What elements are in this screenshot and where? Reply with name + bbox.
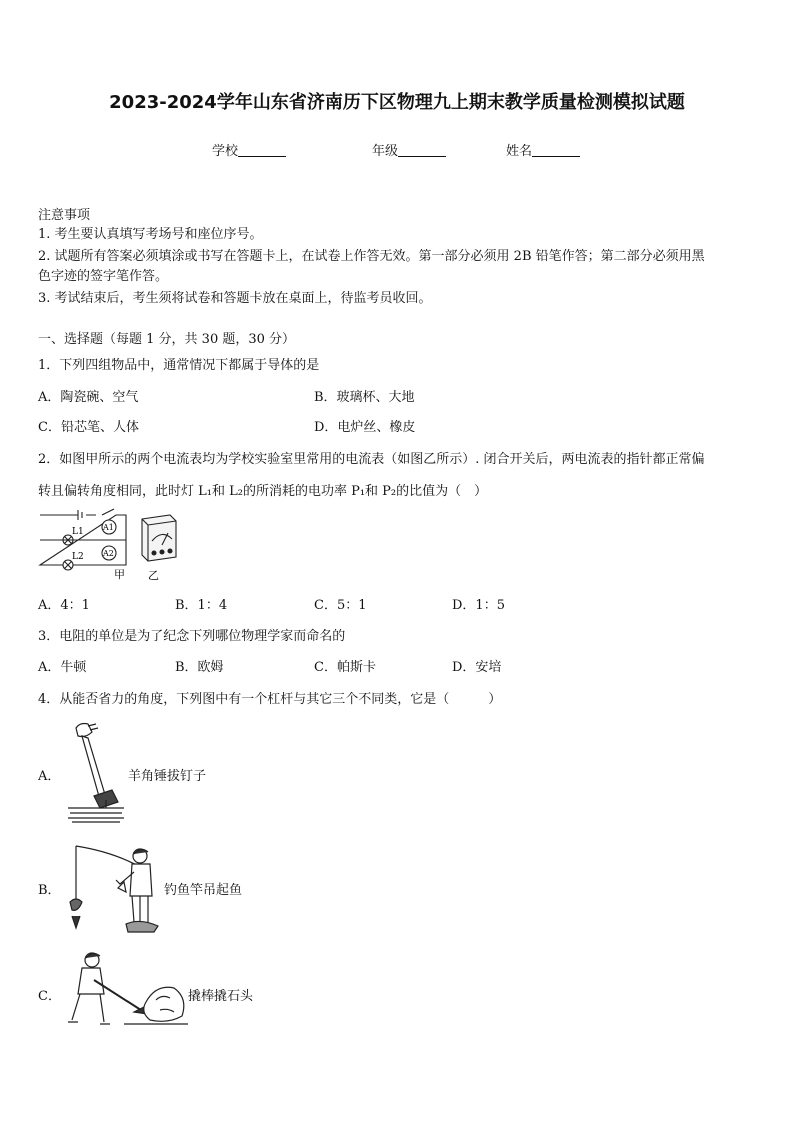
q1-option-b: B．玻璃杯、大地 xyxy=(314,390,415,405)
notice-item: 2. 试题所有答案必须填涂或书写在答题卡上，在试卷上作答无效。第一部分必须用 2B 铅笔作答；第二部分必须用黑 xyxy=(38,249,705,264)
q4-option-c-caption: 撬棒撬石头 xyxy=(188,989,254,1004)
q1-option-c: C．铅芯笔、人体 xyxy=(38,420,139,435)
circuit-diagram xyxy=(36,507,136,583)
name-label: 姓名 xyxy=(506,144,533,159)
figure-jia-label: 甲 xyxy=(114,568,125,581)
question-2-stem: 2．如图甲所示的两个电流表均为学校实验室里常用的电流表（如图乙所示）. 闭合开关后，两电流表的指针都正常偏 xyxy=(38,452,705,467)
q1-option-d: D．电炉丝、橡皮 xyxy=(314,420,416,435)
a1-label: A1 xyxy=(103,523,114,532)
l2-label: L2 xyxy=(72,552,84,562)
q3-option-a: A．牛顿 xyxy=(38,660,87,675)
q3-option-d: D．安培 xyxy=(452,660,502,675)
crowbar-illustration xyxy=(64,950,188,1030)
q1-option-a: A．陶瓷碗、空气 xyxy=(38,390,139,405)
q4-option-b-caption: 钓鱼竿吊起鱼 xyxy=(164,883,243,898)
name-field xyxy=(506,140,580,159)
notice-heading: 注意事项 xyxy=(38,208,91,223)
school-field xyxy=(212,140,286,159)
q2-option-b: B．1：4 xyxy=(175,598,228,613)
a2-label: A2 xyxy=(103,549,114,558)
claw-hammer-illustration xyxy=(66,720,126,824)
q3-option-c: C．帕斯卡 xyxy=(314,660,376,675)
name-blank xyxy=(532,144,580,157)
fishing-rod-illustration xyxy=(64,842,164,938)
q4-option-a-caption: 羊角锤拔钉子 xyxy=(128,769,207,784)
page-title: 2023-2024学年山东省济南历下区物理九上期末教学质量检测模拟试题 xyxy=(109,92,685,113)
grade-label: 年级 xyxy=(372,144,399,159)
figure-yi-label: 乙 xyxy=(148,569,159,582)
notice-item: 3. 考试结束后，考生须将试卷和答题卡放在桌面上，待监考员收回。 xyxy=(38,291,432,306)
q2-option-a: A．4：1 xyxy=(38,598,90,613)
q3-option-b: B．欧姆 xyxy=(175,660,224,675)
question-3-stem: 3．电阻的单位是为了纪念下列哪位物理学家而命名的 xyxy=(38,629,346,644)
ammeter-diagram xyxy=(138,511,180,583)
grade-blank xyxy=(398,144,446,157)
notice-item: 色字迹的签字笔作答。 xyxy=(38,269,169,284)
question-2-stem-cont: 转且偏转角度相同，此时灯 L₁和 L₂的所消耗的电功率 P₁和 P₂的比值为（ ） xyxy=(38,484,488,499)
notice-item: 1. 考生要认真填写考场号和座位序号。 xyxy=(38,227,263,242)
q4-option-c-letter: C． xyxy=(38,989,61,1004)
grade-field xyxy=(372,140,446,159)
school-label: 学校 xyxy=(212,144,239,159)
school-blank xyxy=(238,144,286,157)
question-4-stem: 4．从能否省力的角度，下列图中有一个杠杆与其它三个不同类，它是（ ） xyxy=(38,692,502,707)
q2-option-c: C．5：1 xyxy=(314,598,367,613)
q2-option-d: D．1：5 xyxy=(452,598,505,613)
question-1-stem: 1．下列四组物品中，通常情况下都属于导体的是 xyxy=(38,358,320,373)
q4-option-a-letter: A． xyxy=(38,769,61,784)
l1-label: L1 xyxy=(72,527,84,537)
q4-option-b-letter: B． xyxy=(38,883,61,898)
section-heading: 一、选择题（每题 1 分，共 30 题，30 分） xyxy=(38,332,296,347)
